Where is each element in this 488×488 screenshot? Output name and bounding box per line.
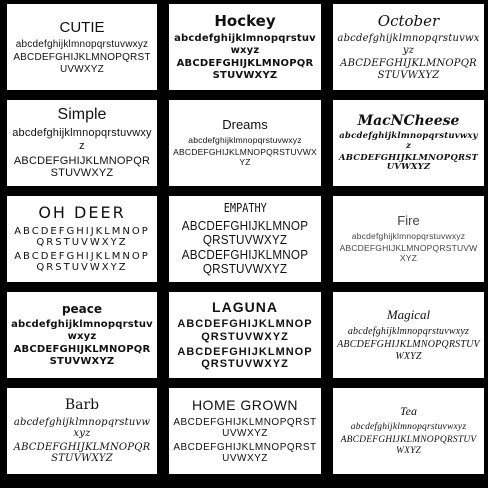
- uppercase-sample-1: ABCDEFGHIJKLMNOPQRSTUVWXYZ: [181, 218, 309, 247]
- font-card-empathy: [169, 196, 321, 282]
- lowercase-sample: abcdefghijklmnopqrstuvwxyz: [350, 422, 467, 433]
- font-name: Dreams: [222, 117, 268, 133]
- font-name: Hockey: [214, 11, 276, 30]
- font-name: Fire: [397, 213, 420, 229]
- font-card-barb: [7, 388, 157, 474]
- lowercase-sample: abcdefghijklmnopqrstuvwxyz: [12, 127, 152, 153]
- lowercase-sample: abcdefghijklmnopqrstuvwxyz: [337, 33, 480, 56]
- font-card-simple: [7, 100, 157, 186]
- font-name: MacNCheese: [357, 112, 460, 129]
- uppercase-sample: ABCDEFGHIJKLMNOPQRSTUVWXYZ: [340, 434, 477, 456]
- font-name: peace: [61, 301, 103, 316]
- font-card-october: [333, 4, 484, 90]
- lowercase-sample: abcdefghijklmnopqrstuvwxyz: [351, 231, 466, 242]
- font-name: October: [377, 11, 440, 30]
- uppercase-sample: ABCDEFGHIJKLMNOPQRSTUVWXYZ: [339, 243, 478, 263]
- font-name: Magical: [386, 306, 431, 322]
- uppercase-sample: ABCDEFGHIJKLMNOPQRSTUVWXYZ: [337, 339, 480, 362]
- font-card-laguna: [169, 292, 321, 378]
- font-card-dreams: [169, 100, 321, 186]
- font-name: Barb: [64, 397, 100, 414]
- font-name: EMPATHY: [223, 201, 267, 216]
- font-card-oh-deer: [7, 196, 157, 282]
- uppercase-sample: ABCDEFGHIJKLMNOPQRSTUVWXYZ: [176, 58, 314, 81]
- font-card-home-grown: [169, 388, 321, 474]
- uppercase-sample-1: ABCDEFGHIJKLMNOPQRSTUVWXYZ: [177, 318, 313, 343]
- lowercase-sample: abcdefghijklmnopqrstuvwxyz: [188, 135, 302, 146]
- uppercase-sample-2: ABCDEFGHIJKLMNOPQRSTUVWXYZ: [181, 247, 309, 277]
- uppercase-sample: ABCDEFGHIJKLMNOPQRSTUVWXYZ: [173, 147, 317, 167]
- font-name: HOME GROWN: [191, 397, 299, 414]
- lowercase-sample: abcdefghijklmnopqrstuvwxyz: [15, 38, 149, 50]
- lowercase-sample: abcdefghijklmnopqrstuvwxyz: [13, 416, 151, 440]
- uppercase-sample: ABCDEFGHIJKLMNOPQRSTUVWXYZ: [338, 152, 479, 173]
- font-name: Tea: [400, 404, 417, 419]
- lowercase-sample: abcdefghijklmnopqrstuvwxyz: [11, 319, 153, 342]
- uppercase-sample-2: ABCDEFGHIJKLMNOPQRSTUVWXYZ: [14, 250, 150, 274]
- lowercase-sample: abcdefghijklmnopqrstuvwxyz: [174, 33, 316, 56]
- lowercase-sample: abcdefghijklmnopqrstuvwxyz: [347, 325, 470, 337]
- uppercase-sample: ABCDEFGHIJKLMNOPQRSTUVWXYZ: [340, 58, 477, 81]
- font-card-magical: [333, 292, 484, 378]
- lowercase-sample: abcdefghijklmnopqrstuvwxyz: [339, 131, 478, 151]
- font-card-tea: [333, 388, 484, 474]
- font-name: LAGUNA: [212, 299, 278, 316]
- font-name: OH DEER: [38, 203, 126, 223]
- uppercase-sample-2: ABCDEFGHIJKLMNOPQRSTUVWXYZ: [173, 441, 317, 465]
- uppercase-sample: ABCDEFGHIJKLMNOPQRSTUVWXYZ: [13, 52, 151, 75]
- font-card-macncheese: [333, 100, 484, 186]
- font-name: Simple: [57, 106, 107, 124]
- uppercase-sample: ABCDEFGHIJKLMNOPQRSTUVWXYZ: [13, 441, 151, 465]
- font-name: CUTIE: [59, 18, 105, 36]
- uppercase-sample-1: ABCDEFGHIJKLMNOPQRSTUVWXYZ: [14, 225, 150, 249]
- font-card-peace: [7, 292, 157, 378]
- uppercase-sample-1: ABCDEFGHIJKLMNOPQRSTUVWXYZ: [173, 416, 317, 440]
- uppercase-sample: ABCDEFGHIJKLMNOPQRSTUVWXYZ: [13, 344, 151, 367]
- uppercase-sample-2: ABCDEFGHIJKLMNOPQRSTUVWXYZ: [177, 345, 313, 371]
- uppercase-sample: ABCDEFGHIJKLMNOPQRSTUVWXYZ: [13, 154, 151, 180]
- font-card-cutie: [7, 4, 157, 90]
- font-card-fire: [333, 196, 484, 282]
- font-card-hockey: [169, 4, 321, 90]
